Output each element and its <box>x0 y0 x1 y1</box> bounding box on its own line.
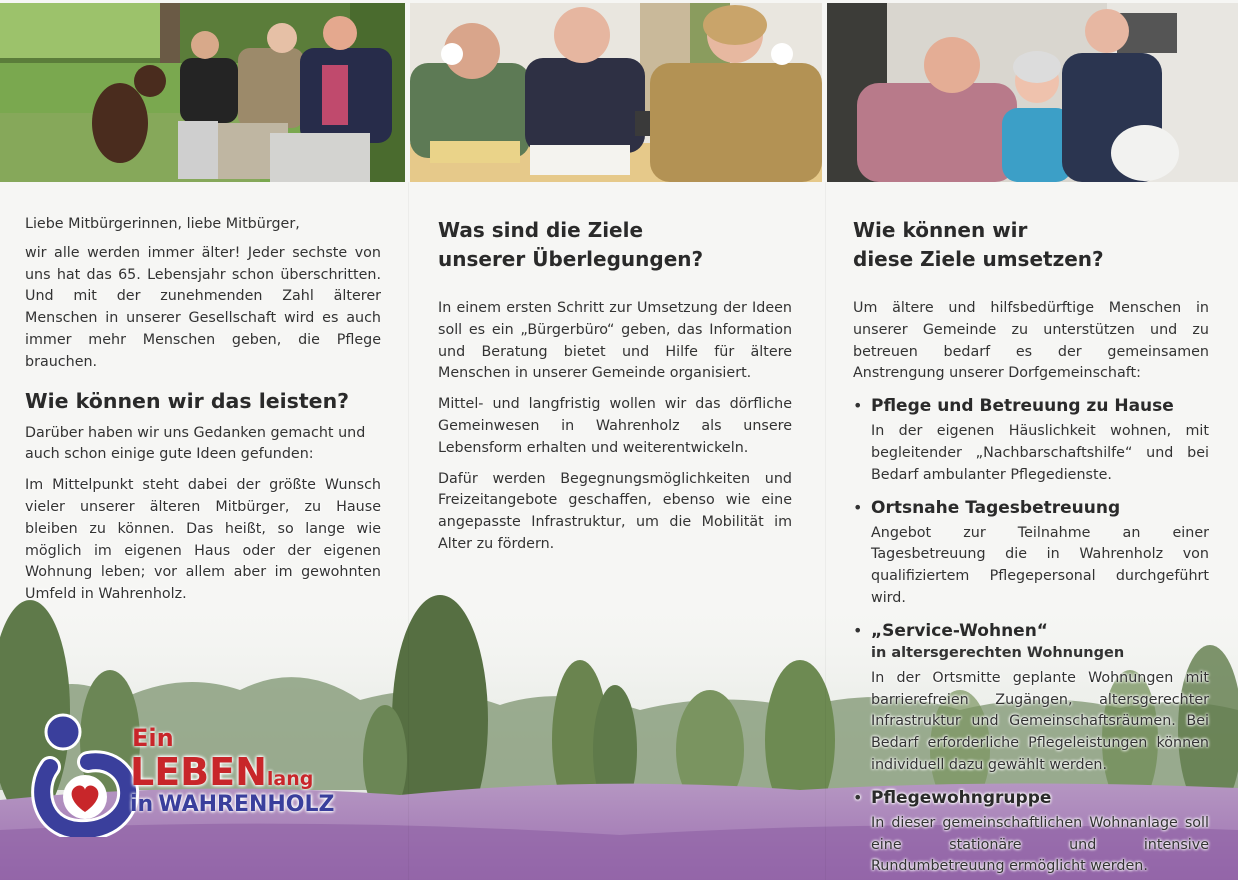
paragraph-gemeinwesen: Mittel- und langfristig wollen wir das dörfliche Gemeinwesen in Wahrenholz als unsere Lebensform erhalten und weiterentwickeln. <box>438 396 792 456</box>
paragraph-ideas: Darüber haben wir uns Gedanken gemacht und auch schon einige gute Ideen gefunden: <box>25 424 366 463</box>
logo-wordmark <box>130 724 334 818</box>
photo-caregiver-kitchen <box>827 3 1238 182</box>
paragraph-buergerbuero: In einem ersten Schritt zur Umsetzung der Ideen soll es ein „Bürgerbüro“ geben, das Information und Beratung bietet und Hilfe für ältere Menschen in unserer Gemeinde organisiert. <box>438 300 792 382</box>
bullet-title: Pflegewohngruppe <box>871 787 1052 808</box>
logo-word-lang: lang <box>266 768 314 790</box>
section-heading-leisten: Wie können wir das leisten? <box>25 388 350 413</box>
fold-line-1 <box>408 182 409 880</box>
bullet-text: Angebot zur Teilnahme an einer Tagesbetreuung die in Wahrenholz von qualifiziertem Pflegepersonal durchgeführt wird. <box>871 524 1209 606</box>
bullet-icon: • <box>853 620 863 640</box>
column-left <box>25 214 381 615</box>
bullet-title: „Service-Wohnen“ <box>871 620 1048 641</box>
bullet-text: In der eigenen Häuslichkeit wohnen, mit begleitender „Nachbarschaftshilfe“ und bei Bedarf ambulanter Pflegedienste. <box>871 423 1209 483</box>
paragraph-wish: Im Mittelpunkt steht dabei der größte Wunsch vieler unserer älteren Mitbürger, zu Hause bleiben zu können. Das heißt, so lange wie möglich im eigenen Haus oder der eigenen Wohnung leben; vor allem aber im gewohnten Umfeld in Wahrenholz. <box>25 477 381 603</box>
column-right <box>853 216 1209 878</box>
photo-consultation <box>410 3 822 182</box>
heading-line-2: diese Ziele umsetzen? <box>853 247 1104 271</box>
fold-line-2 <box>825 182 826 880</box>
bullet-subtitle: in altersgerechten Wohnungen <box>871 644 1125 661</box>
photo-seniors-with-dog <box>0 3 405 182</box>
column-middle <box>438 216 792 565</box>
logo-word-in: in <box>130 792 154 817</box>
greeting: Liebe Mitbürgerinnen, liebe Mitbürger, <box>25 216 300 232</box>
list-item <box>853 497 1209 610</box>
paragraph-infrastruktur: Dafür werden Begegnungsmöglichkeiten und Freizeitangebote geschaffen, ebenso wie eine angepasste Infrastruktur, um die Mobilität im Alter zu fördern. <box>438 470 792 552</box>
bullet-icon: • <box>853 396 863 416</box>
bullet-icon: • <box>853 497 863 517</box>
paragraph-dorfgemeinschaft: Um ältere und hilfsbedürftige Menschen in unserer Gemeinde zu unterstützen und zu betreuen bedarf es der gemeinsamen Anstrengung unserer Dorfgemeinschaft: <box>853 300 1209 382</box>
heading-line-1: Wie können wir <box>853 218 1028 242</box>
intro-paragraph: wir alle werden immer älter! Jeder sechste von uns hat das 65. Lebensjahr schon überschritten. Und mit der zunehmenden Zahl älterer Menschen in unserer Gesellschaft wird es auch immer mehr Menschen geben, die Pflege brauchen. <box>25 244 381 370</box>
logo-word-ein: Ein <box>132 724 174 752</box>
bullet-icon: • <box>853 787 863 807</box>
logo-word-wahrenholz: WAHRENHOLZ <box>158 792 335 817</box>
list-item <box>853 787 1209 878</box>
heading-line-2: unserer Überlegungen? <box>438 247 704 271</box>
list-item <box>853 620 1209 777</box>
heading-line-1: Was sind die Ziele <box>438 218 644 242</box>
logo <box>30 712 350 842</box>
bullet-text: In der Ortsmitte geplante Wohnungen mit barrierefreien Zugängen, altersgerechter Infrastruktur und Gemeinschaftsräumen. Bei Bedarf erforderliche Pflegeleistungen können individuell dazu gewählt werden. <box>871 669 1209 773</box>
section-heading-umsetzen <box>853 216 1209 274</box>
logo-word-leben: LEBEN <box>130 750 267 794</box>
bullet-title: Pflege und Betreuung zu Hause <box>871 396 1174 417</box>
bullet-text: In dieser gemeinschaftlichen Wohnanlage soll eine stationäre und intensive Rundumbetreuung ermöglicht werden. <box>871 814 1209 875</box>
section-heading-ziele <box>438 216 792 274</box>
list-item <box>853 395 1209 486</box>
bullet-title: Ortsnahe Tagesbetreuung <box>871 497 1121 518</box>
